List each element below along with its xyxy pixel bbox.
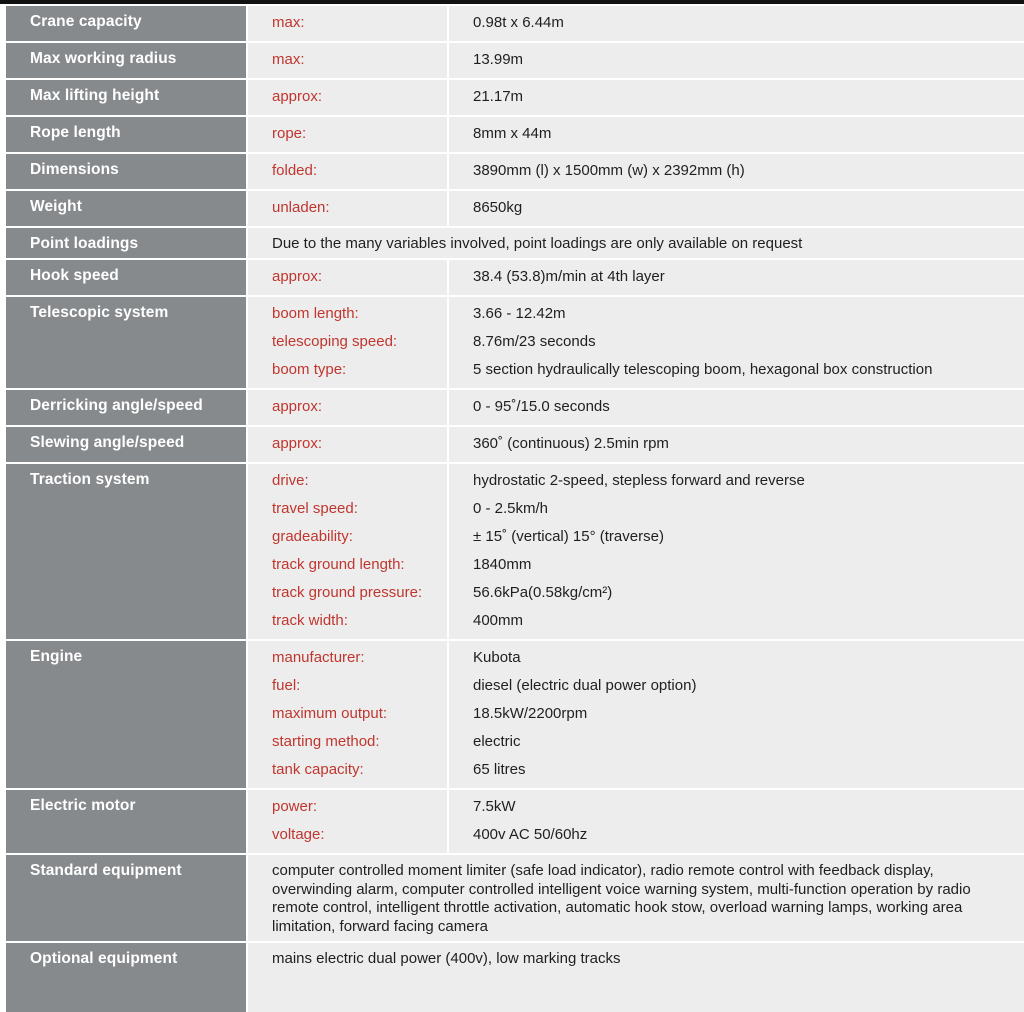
spec-label: power: xyxy=(272,798,318,815)
spec-label: starting method: xyxy=(272,733,380,750)
spec-label-cell xyxy=(247,640,448,789)
spec-label-cell xyxy=(247,259,448,296)
spec-label-cell xyxy=(247,42,448,79)
spec-value: 8.76m/23 seconds xyxy=(473,333,596,350)
spec-label: maximum output: xyxy=(272,705,388,722)
spec-label: drive: xyxy=(272,472,309,489)
spec-full-cell xyxy=(247,854,1024,942)
spec-label: max: xyxy=(272,51,305,68)
spec-label-cell xyxy=(247,5,448,42)
spec-label: track width: xyxy=(272,612,348,629)
spec-label-cell xyxy=(247,463,448,640)
spec-label: telescoping speed: xyxy=(272,333,398,350)
spec-label: boom length: xyxy=(272,305,359,322)
spec-label-cell xyxy=(247,79,448,116)
spec-value: hydrostatic 2-speed, stepless forward and reverse xyxy=(473,472,805,489)
spec-label-cell xyxy=(247,153,448,190)
spec-value-cell xyxy=(448,789,1024,854)
spec-value: 13.99m xyxy=(473,51,524,68)
spec-label-cell xyxy=(247,426,448,463)
spec-label: track ground length: xyxy=(272,556,405,573)
spec-value: 18.5kW/2200rpm xyxy=(473,705,588,722)
spec-value: 38.4 (53.8)m/min at 4th layer xyxy=(473,268,665,285)
spec-label: track ground pressure: xyxy=(272,584,423,601)
spec-heading: Traction system xyxy=(6,463,247,640)
spec-value: 400mm xyxy=(473,612,524,629)
spec-value: 360˚ (continuous) 2.5min rpm xyxy=(473,435,669,452)
spec-label-cell xyxy=(247,116,448,153)
spec-value-cell xyxy=(448,116,1024,153)
spec-value: 8650kg xyxy=(473,199,523,216)
spec-value: 56.6kPa(0.58kg/cm²) xyxy=(473,584,613,601)
spec-value: Kubota xyxy=(473,649,521,666)
spec-heading: Weight xyxy=(6,190,247,227)
spec-row xyxy=(6,116,1024,153)
spec-full-text: computer controlled moment limiter (safe load indicator), radio remote control with feedback display, overwinding alarm, computer controlled intelligent voice warning system, multi-function operation by radio remote control, intelligent throttle activation, automatic hook stow, overload warning lamps, working area limitation, forward facing camera xyxy=(272,862,971,935)
spec-heading: Slewing angle/speed xyxy=(6,426,247,463)
spec-heading: Hook speed xyxy=(6,259,247,296)
spec-value-cell xyxy=(448,296,1024,389)
spec-full-text: Due to the many variables involved, point loadings are only available on request xyxy=(272,235,803,252)
spec-row xyxy=(6,5,1024,42)
spec-label-cell xyxy=(247,389,448,426)
spec-heading: Derricking angle/speed xyxy=(6,389,247,426)
spec-value: 0 - 95˚/15.0 seconds xyxy=(473,398,610,415)
spec-value-cell xyxy=(448,463,1024,640)
spec-row xyxy=(6,640,1024,789)
spec-value: 0.98t x 6.44m xyxy=(473,14,564,31)
spec-heading: Optional equipment xyxy=(6,942,247,1012)
spec-label-cell xyxy=(247,190,448,227)
spec-label: approx: xyxy=(272,268,323,285)
spec-value: 400v AC 50/60hz xyxy=(473,826,588,843)
spec-table xyxy=(6,4,1024,1012)
spec-heading: Telescopic system xyxy=(6,296,247,389)
spec-value-cell xyxy=(448,426,1024,463)
spec-heading: Standard equipment xyxy=(6,854,247,942)
spec-table-body xyxy=(6,5,1024,1012)
spec-value: 3890mm (l) x 1500mm (w) x 2392mm (h) xyxy=(473,162,745,179)
spec-heading: Dimensions xyxy=(6,153,247,190)
spec-row xyxy=(6,854,1024,942)
spec-row xyxy=(6,227,1024,259)
spec-value-cell xyxy=(448,190,1024,227)
spec-row xyxy=(6,153,1024,190)
spec-row xyxy=(6,42,1024,79)
spec-label: voltage: xyxy=(272,826,325,843)
spec-label: tank capacity: xyxy=(272,761,364,778)
spec-row xyxy=(6,942,1024,1012)
spec-label: manufacturer: xyxy=(272,649,365,666)
spec-value: 0 - 2.5km/h xyxy=(473,500,549,517)
spec-row xyxy=(6,259,1024,296)
spec-label: boom type: xyxy=(272,361,347,378)
spec-row xyxy=(6,190,1024,227)
spec-label: approx: xyxy=(272,398,323,415)
spec-row xyxy=(6,389,1024,426)
spec-full-cell xyxy=(247,942,1024,1012)
spec-label-cell xyxy=(247,789,448,854)
spec-full-cell xyxy=(247,227,1024,259)
spec-label: travel speed: xyxy=(272,500,358,517)
spec-row xyxy=(6,463,1024,640)
spec-value-cell xyxy=(448,42,1024,79)
spec-value: diesel (electric dual power option) xyxy=(473,677,697,694)
spec-heading: Rope length xyxy=(6,116,247,153)
spec-value: ± 15˚ (vertical) 15° (traverse) xyxy=(473,528,664,545)
spec-value-cell xyxy=(448,153,1024,190)
spec-value: 65 litres xyxy=(473,761,526,778)
spec-heading: Engine xyxy=(6,640,247,789)
spec-label: folded: xyxy=(272,162,318,179)
spec-value: 3.66 - 12.42m xyxy=(473,305,566,322)
spec-value-cell xyxy=(448,79,1024,116)
spec-value: 8mm x 44m xyxy=(473,125,552,142)
spec-row xyxy=(6,789,1024,854)
spec-value: 5 section hydraulically telescoping boom, hexagonal box construction xyxy=(473,361,933,378)
spec-label: gradeability: xyxy=(272,528,353,545)
spec-label: max: xyxy=(272,14,305,31)
spec-full-text: mains electric dual power (400v), low marking tracks xyxy=(272,950,621,967)
spec-label: rope: xyxy=(272,125,307,142)
spec-label: fuel: xyxy=(272,677,301,694)
spec-heading: Point loadings xyxy=(6,227,247,259)
spec-label: unladen: xyxy=(272,199,330,216)
spec-heading: Crane capacity xyxy=(6,5,247,42)
spec-value-cell xyxy=(448,640,1024,789)
spec-label: approx: xyxy=(272,435,323,452)
spec-value: 21.17m xyxy=(473,88,524,105)
spec-heading: Max lifting height xyxy=(6,79,247,116)
spec-value-cell xyxy=(448,259,1024,296)
spec-row xyxy=(6,296,1024,389)
spec-value: 1840mm xyxy=(473,556,532,573)
spec-heading: Electric motor xyxy=(6,789,247,854)
spec-value-cell xyxy=(448,389,1024,426)
spec-label-cell xyxy=(247,296,448,389)
spec-value: electric xyxy=(473,733,521,750)
spec-value-cell xyxy=(448,5,1024,42)
spec-label: approx: xyxy=(272,88,323,105)
spec-value: 7.5kW xyxy=(473,798,516,815)
spec-row xyxy=(6,426,1024,463)
spec-row xyxy=(6,79,1024,116)
spec-heading: Max working radius xyxy=(6,42,247,79)
